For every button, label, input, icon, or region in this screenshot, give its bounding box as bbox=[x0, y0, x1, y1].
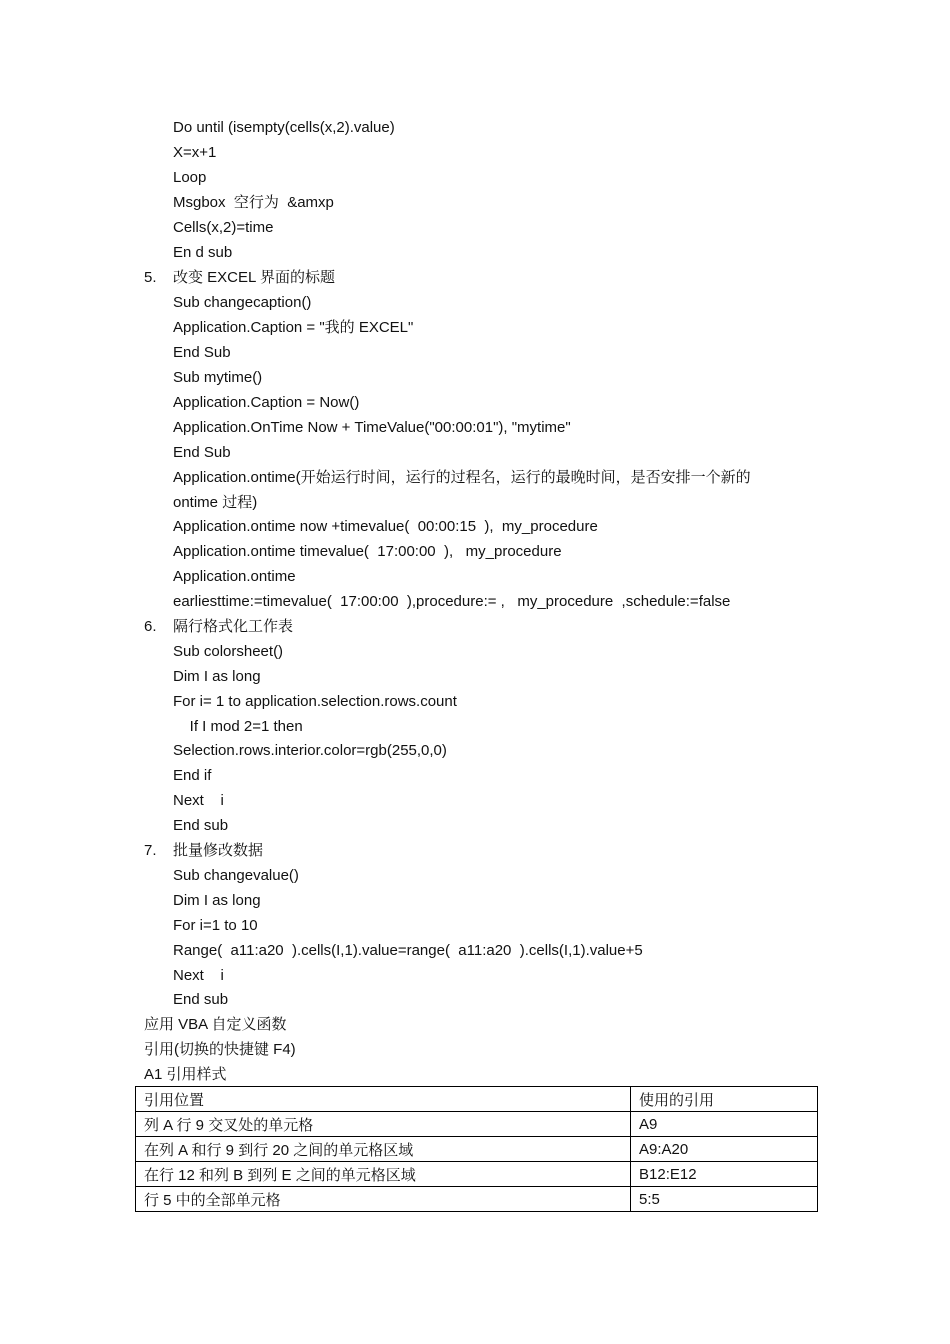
code-line: Cells(x,2)=time bbox=[173, 219, 274, 236]
code-line: For i=1 to 10 bbox=[173, 917, 258, 934]
table-cell: 行 5 中的全部单元格 bbox=[136, 1187, 631, 1212]
code-line: Selection.rows.interior.color=rgb(255,0,0) bbox=[173, 742, 447, 759]
section-number: 7. bbox=[144, 842, 157, 859]
paragraph: 应用 VBA 自定义函数 bbox=[144, 1016, 287, 1033]
code-line: End Sub bbox=[173, 444, 231, 461]
table-header-cell: 使用的引用 bbox=[631, 1087, 818, 1112]
section-title: 批量修改数据 bbox=[173, 842, 264, 859]
code-line: En d sub bbox=[173, 244, 233, 261]
code-line: Next i bbox=[173, 792, 224, 809]
code-line: Loop bbox=[173, 169, 207, 186]
section-number: 5. bbox=[144, 269, 157, 286]
code-line: Dim I as long bbox=[173, 668, 261, 685]
table-cell: 在行 12 和列 B 到列 E 之间的单元格区域 bbox=[136, 1162, 631, 1187]
code-line: End sub bbox=[173, 817, 229, 834]
code-line: Application.ontime(开始运行时间，运行的过程名，运行的最晚时间，是否安排一个新的 bbox=[173, 469, 751, 486]
code-line: Next i bbox=[173, 967, 224, 984]
code-line: Application.ontime now +timevalue( 00:00:15 ), my_procedure bbox=[173, 518, 598, 535]
code-line: For i= 1 to application.selection.rows.count bbox=[173, 693, 457, 710]
code-line: If I mod 2=1 then bbox=[173, 718, 303, 735]
code-line: Range( a11:a20 ).cells(I,1).value=range( a11:a20 ).cells(I,1).value+5 bbox=[173, 942, 643, 959]
code-line: Application.Caption = "我的 EXCEL" bbox=[173, 319, 414, 336]
table-cell: 列 A 行 9 交叉处的单元格 bbox=[136, 1112, 631, 1137]
table-cell: 在列 A 和行 9 到行 20 之间的单元格区域 bbox=[136, 1137, 631, 1162]
code-line: Application.ontime timevalue( 17:00:00 ), my_procedure bbox=[173, 543, 562, 560]
table-header-row bbox=[136, 1087, 818, 1112]
paragraph: 引用(切换的快捷键 F4) bbox=[144, 1041, 296, 1058]
code-line: End sub bbox=[173, 991, 229, 1008]
code-line: End Sub bbox=[173, 344, 231, 361]
section-title: 改变 EXCEL 界面的标题 bbox=[173, 269, 335, 286]
code-line: Do until (isempty(cells(x,2).value) bbox=[173, 119, 395, 136]
paragraph: A1 引用样式 bbox=[144, 1066, 227, 1083]
code-line: X=x+1 bbox=[173, 144, 217, 161]
reference-table bbox=[135, 1086, 818, 1212]
table-cell: B12:E12 bbox=[631, 1162, 818, 1187]
table-cell: 5:5 bbox=[631, 1187, 818, 1212]
table-row bbox=[136, 1137, 818, 1162]
code-line: Sub changevalue() bbox=[173, 867, 299, 884]
table-header-cell: 引用位置 bbox=[136, 1087, 631, 1112]
table-row bbox=[136, 1187, 818, 1212]
code-line: Sub changecaption() bbox=[173, 294, 312, 311]
code-line: Application.OnTime Now + TimeValue("00:00:01"), "mytime" bbox=[173, 419, 571, 436]
table-cell: A9 bbox=[631, 1112, 818, 1137]
code-line: Application.Caption = Now() bbox=[173, 394, 360, 411]
table-cell: A9:A20 bbox=[631, 1137, 818, 1162]
section-title: 隔行格式化工作表 bbox=[173, 618, 294, 635]
code-line: ontime 过程) bbox=[173, 494, 258, 511]
code-line: Sub colorsheet() bbox=[173, 643, 284, 660]
code-line: End if bbox=[173, 767, 212, 784]
code-line: Dim I as long bbox=[173, 892, 261, 909]
code-line: Application.ontime bbox=[173, 568, 296, 585]
code-line: Sub mytime() bbox=[173, 369, 263, 386]
table-row bbox=[136, 1112, 818, 1137]
code-line: earliesttime:=timevalue( 17:00:00 ),procedure:= , my_procedure ,schedule:=false bbox=[173, 593, 731, 610]
section-number: 6. bbox=[144, 618, 157, 635]
code-line: Msgbox 空行为 &amxp bbox=[173, 194, 334, 211]
table-row bbox=[136, 1162, 818, 1187]
